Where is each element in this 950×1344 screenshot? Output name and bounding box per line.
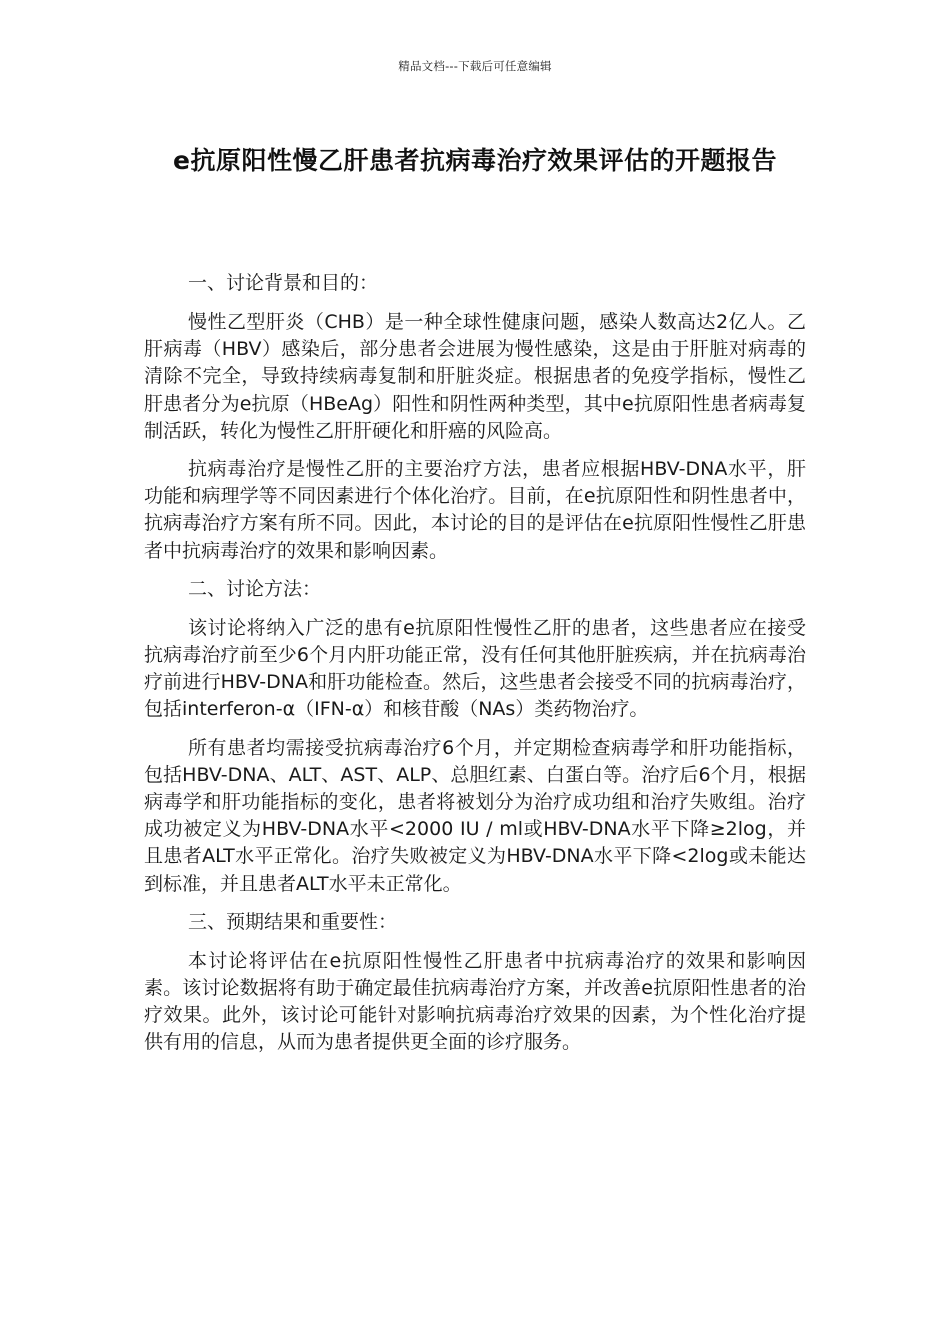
paragraph-background-2: 抗病毒治疗是慢性乙肝的主要治疗方法，患者应根据HBV-DNA水平，肝功能和病理学等不同因素进行个体化治疗。目前，在e抗原阳性和阴性患者中，抗病毒治疗方案有所不同。因此，本讨论的目的是评估在e抗原阳性慢性乙肝患者中抗病毒治疗的效果和影响因素。 [144, 458, 806, 562]
header-note: 精品文档---下载后可任意编辑 [398, 59, 552, 73]
section-heading-expected-results: 三、预期结果和重要性： [188, 910, 398, 933]
section-heading-methods: 二、讨论方法： [188, 577, 322, 600]
paragraph-background-1: 慢性乙型肝炎（CHB）是一种全球性健康问题，感染人数高达2亿人。乙肝病毒（HBV）感染后，部分患者会进展为慢性感染，这是由于肝脏对病毒的清除不完全，导致持续病毒复制和肝脏炎症。根据患者的免疫学指标，慢性乙肝患者分为e抗原（HBeAg）阳性和阴性两种类型，其中e抗原阳性患者病毒复制活跃，转化为慢性乙肝肝硬化和肝癌的风险高。 [144, 311, 806, 442]
document-body [144, 270, 806, 1068]
paragraph-methods-1: 该讨论将纳入广泛的患有e抗原阳性慢性乙肝的患者，这些患者应在接受抗病毒治疗前至少6个月内肝功能正常，没有任何其他肝脏疾病，并在抗病毒治疗前进行HBV-DNA和肝功能检查。然后，这些患者会接受不同的抗病毒治疗，包括interferon-α（IFN-α）和核苷酸（NAs）类药物治疗。 [144, 616, 806, 721]
paragraph-expected-results-1: 本讨论将评估在e抗原阳性慢性乙肝患者中抗病毒治疗的效果和影响因素。该讨论数据将有助于确定最佳抗病毒治疗方案，并改善e抗原阳性患者的治疗效果。此外，该讨论可能针对影响抗病毒治疗效果的因素，为个性化治疗提供有用的信息，从而为患者提供更全面的诊疗服务。 [144, 949, 806, 1054]
section-heading-background: 一、讨论背景和目的： [188, 272, 379, 294]
paragraph-methods-2: 所有患者均需接受抗病毒治疗6个月，并定期检查病毒学和肝功能指标，包括HBV-DNA、ALT、AST、ALP、总胆红素、白蛋白等。治疗后6个月，根据病毒学和肝功能指标的变化，患者将被划分为治疗成功组和治疗失败组。治疗成功被定义为HBV-DNA水平<2000 IU / ml或HBV-DNA水平下降≥2log，并且患者ALT水平正常化。治疗失败被定义为HBV-DNA水平下降<2log或未能达到标准，并且患者ALT水平未正常化。 [144, 736, 806, 895]
document-title: e抗原阳性慢乙肝患者抗病毒治疗效果评估的开题报告 [173, 146, 777, 175]
